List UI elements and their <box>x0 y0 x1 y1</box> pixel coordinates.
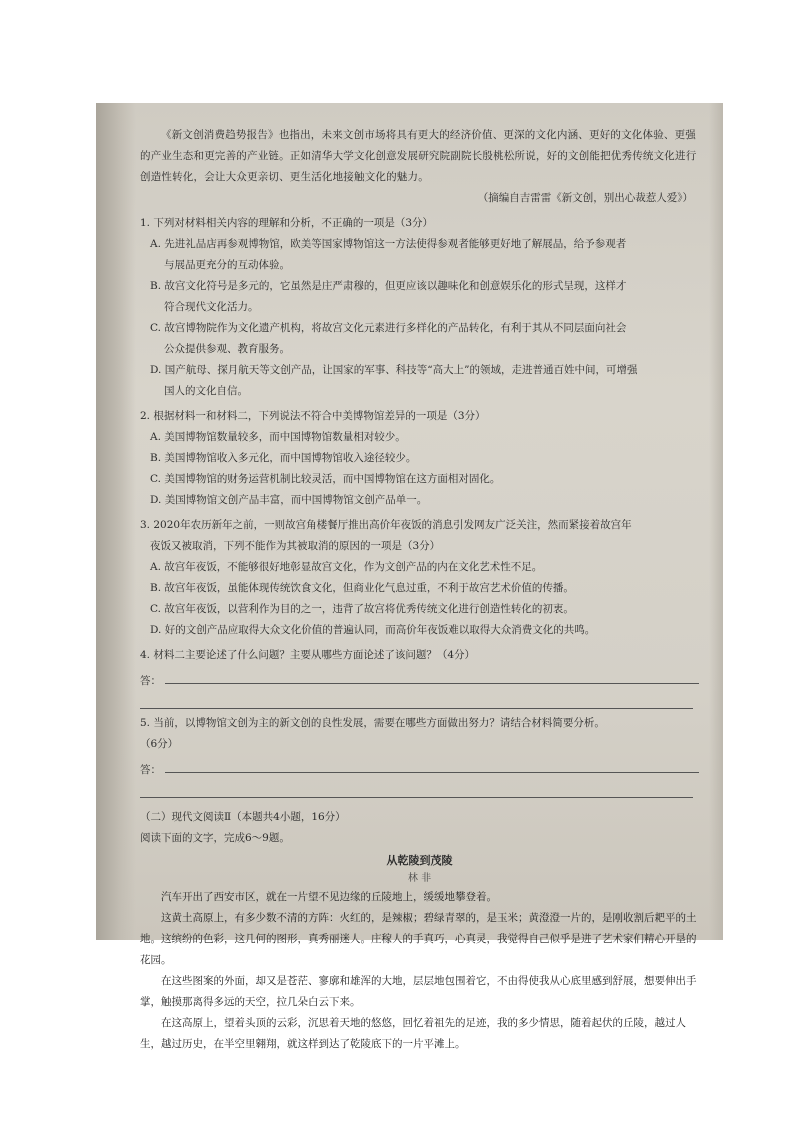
answer-line <box>140 688 693 709</box>
article-paragraph: 汽车开出了西安市区，就在一片望不见边缘的丘陵地上，缓缓地攀登着。 <box>161 891 497 903</box>
question-5-stem: 5. 当前，以博物馆文创为主的新文创的良性发展，需要在哪些方面做出努力？请结合材料简要分析。 （6分） <box>140 717 605 750</box>
question-4-answer-label: 答： <box>140 675 161 687</box>
section-instruction: 阅读下面的文字，完成6～9题。 <box>140 832 290 844</box>
question-2-option-c: C. 美国博物馆的财务运营机制比较灵活，而中国博物馆在这方面相对固化。 <box>150 473 501 485</box>
question-4-answer-area <box>140 666 699 688</box>
question-5-answer-label: 答： <box>140 764 161 776</box>
article-body <box>140 887 699 1055</box>
question-4-stem: 4. 材料二主要论述了什么问题？主要从哪些方面论述了该问题？（4分） <box>140 649 476 661</box>
article-paragraph: 在这高原上，望着头顶的云彩，沉思着天地的悠悠，回忆着祖先的足迹，我的多少情思，随着起伏的丘陵，越过人生，越过历史，在半空里翱翔，就这样到达了乾陵底下的一片平滩上。 <box>140 1017 686 1050</box>
question-1 <box>140 213 699 402</box>
article-paragraph: 这黄土高原上，有多少数不清的方阵：火红的，是辣椒；碧绿青翠的，是玉米；黄澄澄一片的，是刚收割后耙平的土地。这缤纷的色彩，这几何的图形，真秀丽迷人。庄稼人的手真巧，心真灵，我觉得自己似乎是进了艺术家们精心开垦的花园。 <box>140 912 697 966</box>
question-1-option-c: C. 故宫博物院作为文化遗产机构，将故宫文化元素进行多样化的产品转化，有利于其从不同层面向社会 公众提供参观、教育服务。 <box>150 322 627 355</box>
answer-line <box>165 683 699 684</box>
question-5 <box>140 713 699 798</box>
question-3-option-b: B. 故宫年夜饭，虽能体现传统饮食文化，但商业化气息过重，不利于故宫艺术价值的传播。 <box>150 582 574 594</box>
question-5-answer-area <box>140 755 699 777</box>
question-2-option-d: D. 美国博物馆文创产品丰富，而中国博物馆文创产品单一。 <box>150 494 428 506</box>
answer-line <box>165 772 699 773</box>
question-2-option-a: A. 美国博物馆数量较多，而中国博物馆数量相对较少。 <box>150 431 406 443</box>
question-3-option-a: A. 故宫年夜饭，不能够很好地彰显故宫文化，作为文创产品的内在文化艺术性不足。 <box>150 561 543 573</box>
question-3-option-c: C. 故宫年夜饭，以营利作为目的之一，违背了故宫将优秀传统文化进行创造性转化的初衷。 <box>150 603 574 615</box>
question-2-stem: 2. 根据材料一和材料二，下列说法不符合中美博物馆差异的一项是（3分） <box>140 410 486 422</box>
passage-lead: 《新文创消费趋势报告》也指出，未来文创市场将具有更大的经济价值、更深的文化内涵、更好的文化体验、更强的产业生态和更完善的产业链。正如清华大学文化创意发展研究院副院长殷桃松所说，好的文创能把优秀传统文化进行创造性转化，会让大众更亲切、更生活化地接触文化的魅力。 <box>140 129 697 183</box>
question-3 <box>140 515 699 641</box>
question-3-stem: 3. 2020年农历新年之前，一则故宫角楼餐厅推出高价年夜饭的消息引发网友广泛关注，然而紧接着故宫年 夜饭又被取消，下列不能作为其被取消的原因的一项是（3分） <box>140 519 632 552</box>
exam-page-photo <box>96 103 723 1050</box>
question-4 <box>140 645 699 709</box>
passage-source: （摘编自吉雷雷《新文创，别出心裁惹人爱》） <box>477 192 693 204</box>
question-1-stem: 1. 下列对材料相关内容的理解和分析，不正确的一项是（3分） <box>140 217 434 229</box>
article-paragraph: 在这些图案的外面，却又是苍茫、寥廓和雄浑的大地，层层地包围着它，不由得使我从心底里感到舒展，想要伸出手掌，触摸那离得多远的天空，拉几朵白云下来。 <box>140 975 697 1008</box>
question-1-option-b: B. 故宫文化符号是多元的，它虽然是庄严肃穆的，但更应该以趣味化和创意娱乐化的形式呈现，这样才 符合现代文化活力。 <box>150 280 627 313</box>
question-1-option-a: A. 先进礼品店再参观博物馆，欧美等国家博物馆这一方法使得参观者能够更好地了解展品，给予参观者 与展品更充分的互动体验。 <box>150 238 627 271</box>
question-2 <box>140 406 699 511</box>
answer-line <box>140 777 693 798</box>
section-heading: （二）现代文阅读Ⅱ（本题共4小题，16分） <box>140 811 346 823</box>
question-3-option-d: D. 好的文创产品应取得大众文化价值的普遍认同，而高价年夜饭难以取得大众消费文化的共鸣。 <box>150 624 596 636</box>
question-1-option-d: D. 国产航母、探月航天等文创产品，让国家的军事、科技等“高大上”的领域，走进普通百姓中间，可增强 国人的文化自信。 <box>150 364 638 397</box>
article-title: 从乾陵到茂陵 <box>386 854 453 867</box>
question-2-option-b: B. 美国博物馆收入多元化，而中国博物馆收入途径较少。 <box>150 452 417 464</box>
article-author: 林 非 <box>407 873 432 884</box>
